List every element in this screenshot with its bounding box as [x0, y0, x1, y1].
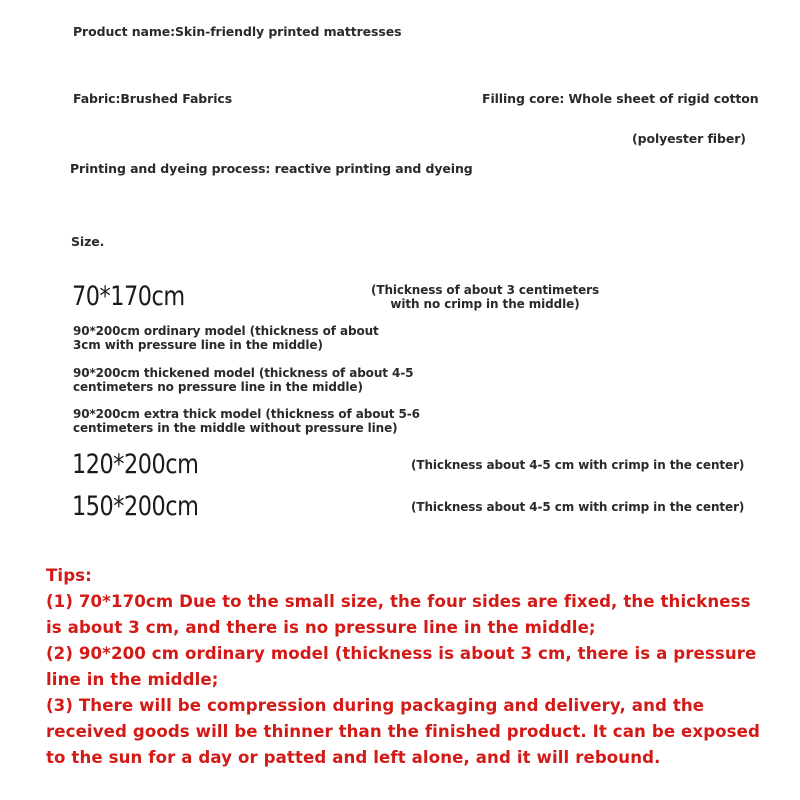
tips-title: Tips:: [46, 566, 92, 585]
size-90x200-extra-line1: 90*200cm extra thick model (thickness of about 5-6: [73, 407, 420, 421]
size-120x200-note: (Thickness about 4-5 cm with crimp in the center): [411, 458, 745, 472]
size-90x200-extra-line2: centimeters in the middle without pressure line): [73, 421, 398, 435]
size-90x200-ordinary-line1: 90*200cm ordinary model (thickness of about: [73, 324, 379, 338]
printing-process-label: Printing and dyeing process: reactive printing and dyeing: [70, 161, 473, 176]
filling-core-label: Filling core: Whole sheet of rigid cotton: [482, 91, 759, 106]
tips-section: [46, 563, 766, 771]
size-90x200-ordinary: [73, 324, 379, 352]
size-90x200-thickened-line2: centimeters no pressure line in the middle): [73, 380, 363, 394]
size-70x170-note-line2: with no crimp in the middle): [390, 297, 580, 311]
size-90x200-extra-thick: [73, 407, 420, 435]
size-70x170: 70*170cm: [72, 281, 185, 312]
size-120x200: 120*200cm: [72, 449, 199, 480]
size-70x170-note: [360, 283, 610, 311]
tip-3: (3) There will be compression during packaging and delivery, and the received goods will be thinner than the finished product. It can be exposed to the sun for a day or patted and left alone, and it will rebound.: [46, 696, 760, 767]
size-heading: Size.: [71, 234, 105, 249]
size-150x200: 150*200cm: [72, 491, 199, 522]
size-90x200-thickened: [73, 366, 413, 394]
size-70x170-note-line1: (Thickness of about 3 centimeters: [370, 283, 600, 297]
size-90x200-ordinary-line2: 3cm with pressure line in the middle): [73, 338, 323, 352]
product-name: Product name:Skin-friendly printed mattresses: [73, 24, 402, 39]
fabric-label: Fabric:Brushed Fabrics: [73, 91, 233, 106]
filling-core-note: (polyester fiber): [632, 131, 746, 146]
size-90x200-thickened-line1: 90*200cm thickened model (thickness of about 4-5: [73, 366, 414, 380]
tip-2: (2) 90*200 cm ordinary model (thickness is about 3 cm, there is a pressure line in the middle;: [46, 644, 757, 689]
size-150x200-note: (Thickness about 4-5 cm with crimp in the center): [411, 500, 745, 514]
tip-1: (1) 70*170cm Due to the small size, the four sides are fixed, the thickness is about 3 cm, and there is no pressure line in the middle;: [46, 592, 751, 637]
